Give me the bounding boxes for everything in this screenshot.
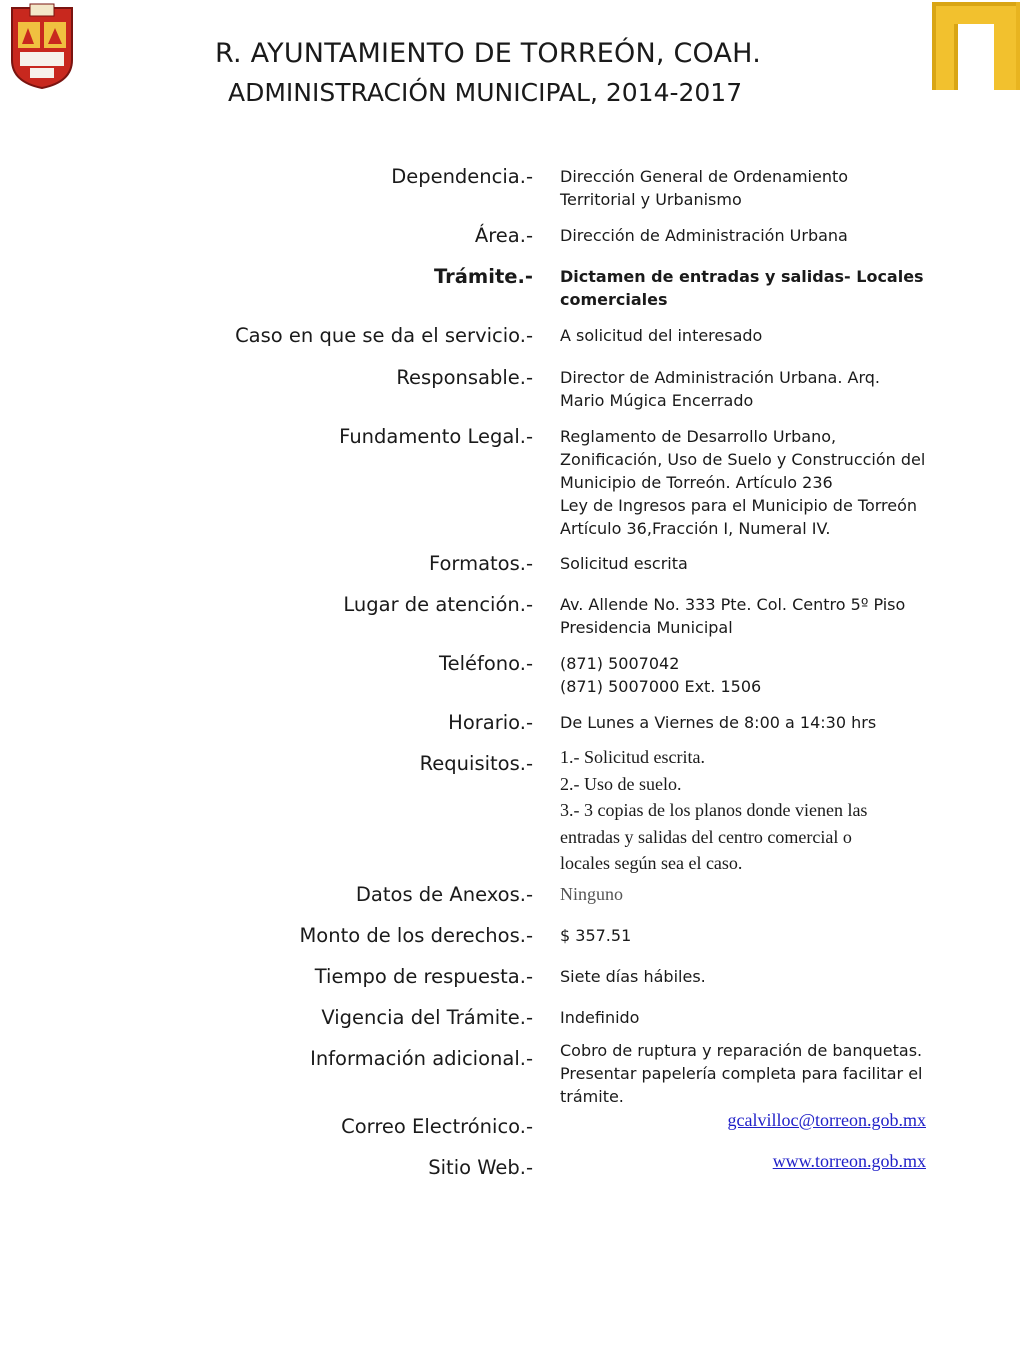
value-line: Siete días hábiles.: [560, 967, 706, 986]
value-line: Reglamento de Desarrollo Urbano,: [560, 427, 837, 446]
field-label: Teléfono.-: [439, 652, 533, 675]
value-line: Municipio de Torreón. Artículo 236: [560, 473, 833, 492]
field-label: Caso en que se da el servicio.-: [235, 324, 533, 347]
field-value: [560, 924, 940, 947]
value-line: Mario Múgica Encerrado: [560, 391, 754, 410]
field-value: [560, 165, 940, 211]
field-value: [560, 366, 940, 412]
value-line: $ 357.51: [560, 926, 632, 945]
field-label: Área.-: [474, 224, 533, 247]
field-label: Lugar de atención.-: [343, 593, 533, 616]
value-line: trámite.: [560, 1087, 624, 1106]
field-label: Vigencia del Trámite.-: [321, 1006, 533, 1029]
value-line: comerciales: [560, 290, 668, 309]
value-line: Cobro de ruptura y reparación de banquetas.: [560, 1041, 923, 1060]
field-label: Información adicional.-: [310, 1047, 533, 1070]
field-value: [560, 1006, 940, 1029]
value-line: Dictamen de entradas y salidas- Locales: [560, 267, 924, 286]
field-value: [560, 265, 940, 311]
value-line: Dirección de Administración Urbana: [560, 226, 848, 245]
value-line: locales según sea el caso.: [560, 853, 743, 873]
value-line: (871) 5007042: [560, 654, 680, 673]
value-line: Artículo 36,Fracción I, Numeral IV.: [560, 519, 831, 538]
header-title: R. AYUNTAMIENTO DE TORREÓN, COAH.: [215, 38, 761, 69]
value-line: Dirección General de Ordenamiento: [560, 167, 849, 186]
field-value: [560, 965, 940, 988]
value-line: Av. Allende No. 333 Pte. Col. Centro 5º Piso: [560, 595, 906, 614]
field-label: Correo Electrónico.-: [341, 1115, 533, 1138]
value-line: 2.- Uso de suelo.: [560, 773, 682, 794]
torreon-coat-of-arms-logo: [8, 2, 76, 90]
value-line: 1.- Solicitud escrita.: [560, 747, 705, 767]
field-value: [560, 324, 940, 347]
field-label: Horario.-: [448, 711, 533, 734]
field-value: [560, 593, 940, 639]
value-line: entradas y salidas del centro comercial o: [560, 826, 852, 847]
field-value: [560, 552, 940, 575]
value-line: A solicitud del interesado: [560, 326, 763, 345]
field-label: Responsable.-: [396, 366, 533, 389]
field-value: [560, 711, 940, 734]
field-label: Monto de los derechos.-: [299, 924, 533, 947]
field-value: [560, 744, 940, 877]
header-subtitle: ADMINISTRACIÓN MUNICIPAL, 2014-2017: [228, 78, 743, 107]
value-line: Indefinido: [560, 1008, 640, 1027]
field-label: Datos de Anexos.-: [355, 883, 533, 906]
field-label: Dependencia.-: [391, 165, 533, 188]
value-line: (871) 5007000 Ext. 1506: [560, 677, 762, 696]
gold-arch-logo: [932, 2, 1020, 90]
field-label: Formatos.-: [428, 552, 533, 575]
website-link[interactable]: www.torreon.gob.mx: [772, 1151, 926, 1171]
field-value: [560, 883, 940, 906]
value-line: De Lunes a Viernes de 8:00 a 14:30 hrs: [560, 713, 877, 732]
field-value: [560, 1039, 940, 1108]
value-line: Ley de Ingresos para el Municipio de Torreón: [560, 496, 918, 515]
value-line: Director de Administración Urbana. Arq.: [560, 368, 880, 387]
value-line: 3.- 3 copias de los planos donde vienen las: [560, 800, 868, 820]
field-value: [560, 652, 940, 698]
field-label: Requisitos.-: [419, 752, 533, 775]
field-label: Fundamento Legal.-: [339, 425, 533, 448]
field-label: Trámite.-: [434, 265, 533, 288]
value-line: Presidencia Municipal: [560, 618, 733, 637]
field-label: Sitio Web.-: [428, 1156, 533, 1179]
value-line: Zonificación, Uso de Suelo y Construcción del: [560, 450, 926, 469]
value-line: Ninguno: [560, 884, 623, 904]
field-value: [560, 425, 940, 540]
field-value: [560, 224, 940, 247]
value-line: Presentar papelería completa para facilitar el: [560, 1064, 923, 1083]
value-line: Territorial y Urbanismo: [560, 190, 742, 209]
email-link[interactable]: gcalvilloc@torreon.gob.mx: [727, 1110, 926, 1130]
field-label: Tiempo de respuesta.-: [314, 965, 533, 988]
value-line: Solicitud escrita: [560, 554, 688, 573]
